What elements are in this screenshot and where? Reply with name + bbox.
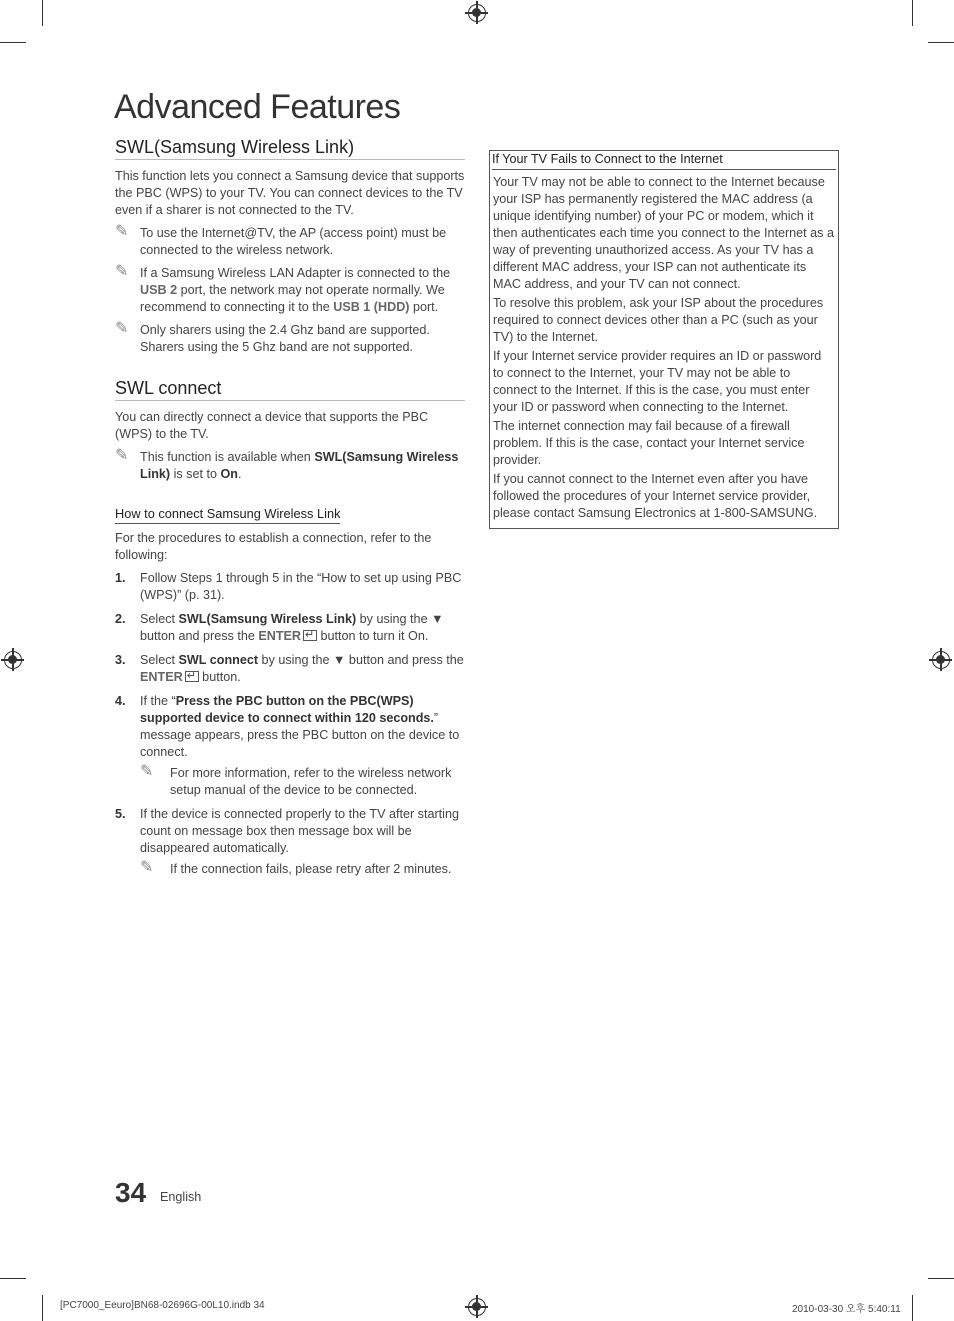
menu-name: SWL(Samsung Wireless Link)	[178, 612, 357, 626]
step-text: Follow Steps 1 through 5 in the “How to set up using PBC (WPS)” (p. 31).	[140, 571, 462, 602]
step-text: button.	[198, 670, 241, 684]
setting-value: On	[220, 467, 238, 481]
step-number: 4.	[115, 694, 126, 708]
step-text: If the device is connected properly to the TV after starting count on message box then message box will be disappeared automatically.	[140, 807, 459, 855]
note	[115, 449, 465, 483]
step-text: Select	[140, 612, 179, 626]
enter-label: ENTER	[258, 629, 302, 643]
step-text: by using the ▼ button and press the	[258, 653, 464, 667]
crop-mark	[912, 1295, 913, 1321]
note-text: is set to	[170, 467, 221, 481]
menu-name: SWL connect	[178, 653, 259, 667]
step-text: If the “	[140, 694, 176, 708]
print-slug-date: 2010-03-30 오후 5:40:11	[792, 1304, 901, 1315]
step-number: 5.	[115, 807, 126, 821]
info-paragraph: The internet connection may fail because of a firewall problem. If this is the case, contact your Internet service provider.	[493, 419, 805, 467]
crop-mark	[0, 1278, 26, 1279]
section-heading-swl: SWL(Samsung Wireless Link)	[115, 139, 465, 160]
note-text: port.	[409, 300, 439, 314]
note	[140, 765, 465, 799]
step-text: button to turn it On.	[317, 629, 429, 643]
note	[115, 322, 465, 356]
registration-mark-icon	[468, 1298, 486, 1316]
enter-label: ENTER	[140, 670, 183, 684]
enter-icon	[303, 630, 317, 641]
registration-mark-icon	[468, 4, 486, 22]
subsection-heading: How to connect Samsung Wireless Link	[115, 505, 340, 524]
crop-mark	[912, 0, 913, 26]
section-intro: This function lets you connect a Samsung device that supports the PBC (WPS) to your TV. You can connect devices to the TV even if a sharer is not connected to the TV.	[115, 169, 465, 217]
registration-mark-icon	[932, 651, 950, 669]
step-text: ” message appears, press the PBC button on the device to connect.	[140, 711, 460, 759]
pencil-icon: ✎	[115, 447, 129, 464]
section-intro: You can directly connect a device that supports the PBC (WPS) to the TV.	[115, 410, 429, 441]
steps-list	[115, 570, 465, 878]
crop-mark	[0, 42, 26, 43]
message-text: Press the PBC button on the PBC(WPS) supported device to connect within 120 seconds.	[140, 694, 434, 725]
step-number: 3.	[115, 653, 126, 667]
step-item	[115, 806, 465, 878]
info-box-body	[490, 170, 838, 528]
step-item	[115, 693, 465, 799]
note-text: To use the Internet@TV, the AP (access point) must be connected to the wireless network.	[140, 226, 447, 257]
info-box	[489, 150, 839, 529]
step-item	[115, 652, 465, 686]
note	[140, 861, 465, 878]
left-column	[115, 139, 465, 885]
pencil-icon: ✎	[115, 320, 129, 337]
note-text: This function is available when	[140, 450, 315, 464]
registration-mark-icon	[4, 651, 22, 669]
step-item	[115, 570, 465, 604]
note	[115, 225, 465, 259]
pencil-icon: ✎	[140, 763, 154, 780]
step-number: 2.	[115, 612, 126, 626]
info-paragraph: To resolve this problem, ask your ISP about the procedures required to connect devices other than a PC (such as your TV) to the Internet.	[493, 296, 824, 344]
note-text: Only sharers using the 2.4 Ghz band are supported. Sharers using the 5 Ghz band are not supported.	[140, 323, 430, 354]
usb1-label: USB 1 (HDD)	[333, 300, 410, 314]
info-paragraph: If your Internet service provider requires an ID or password to connect to the Internet, your TV may not be able to connect to the Internet. If this is the case, you must enter your ID or password when connecting to the Internet.	[493, 349, 822, 414]
pencil-icon: ✎	[115, 263, 129, 280]
info-box-title: If Your TV Fails to Connect to the Internet	[492, 151, 836, 170]
section-heading-swl-connect: SWL connect	[115, 380, 465, 401]
note	[115, 265, 465, 316]
note-text: port, the network may not operate normally. We recommend to connecting it to the	[140, 283, 445, 314]
info-paragraph: If you cannot connect to the Internet even after you have followed the procedures of your Internet service provider, please contact Samsung Electronics at 1-800-SAMSUNG.	[493, 472, 818, 520]
step-number: 1.	[115, 571, 126, 585]
step-text: Select	[140, 653, 179, 667]
pencil-icon: ✎	[140, 859, 154, 876]
step-text: by using the ▼ button and press the	[140, 612, 444, 643]
info-paragraph: Your TV may not be able to connect to the Internet because your ISP has permanently registered the MAC address (a unique identifying number) of your PC or modem, which it then authenticates each time you connect to the Internet as a way of preventing unauthorized access. As your TV has a different MAC address, your ISP can not authenticate its MAC address, and your TV can not connect.	[493, 175, 834, 291]
crop-mark	[42, 1295, 43, 1321]
crop-mark	[928, 42, 954, 43]
crop-mark	[42, 0, 43, 26]
note-text: For more information, refer to the wireless network setup manual of the device to be connected.	[170, 766, 452, 797]
subsection-intro: For the procedures to establish a connection, refer to the following:	[115, 531, 432, 562]
pencil-icon: ✎	[115, 223, 129, 240]
step-item	[115, 611, 465, 645]
usb2-label: USB 2	[140, 283, 178, 297]
page-title: Advanced Features	[114, 88, 401, 126]
enter-icon	[185, 671, 199, 682]
page-language: English	[160, 1190, 202, 1204]
note-text: If a Samsung Wireless LAN Adapter is connected to the	[140, 266, 451, 280]
note-text: If the connection fails, please retry after 2 minutes.	[170, 862, 452, 876]
crop-mark	[928, 1278, 954, 1279]
print-slug-file: [PC7000_Eeuro]BN68-02696G-00L10.indb 34	[60, 1300, 265, 1311]
note-text: .	[238, 467, 242, 481]
page-number: 34	[115, 1177, 147, 1208]
menu-name: SWL(Samsung Wireless Link)	[140, 450, 459, 481]
